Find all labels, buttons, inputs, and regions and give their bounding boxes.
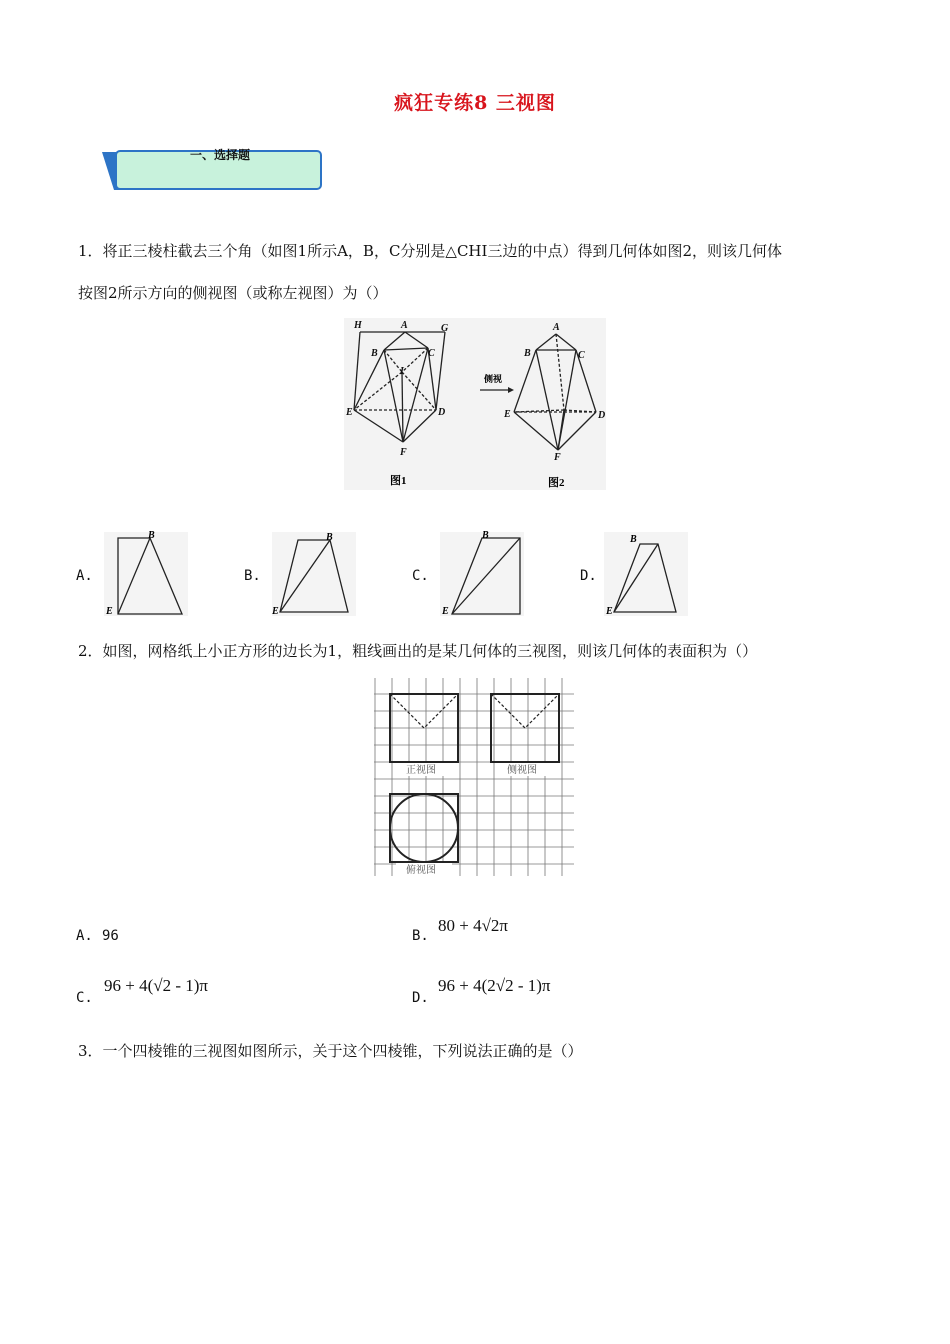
fig2-point-B: B: [524, 348, 531, 359]
opt-a-E: E: [106, 606, 113, 617]
section-label: 一、选择题: [190, 148, 251, 162]
fig1-point-E: E: [346, 407, 353, 418]
fig1-point-I: I: [400, 366, 404, 377]
q1-line1: 1．将正三棱柱截去三个角（如图1所示A，B，C分别是△CHI三边的中点）得到几何体如图2，则该几何体: [78, 242, 782, 260]
fig1-point-H: H: [354, 320, 362, 331]
q1-line2: 按图2所示方向的侧视图（或称左视图）为（）: [78, 284, 388, 302]
q1-option-a-label: A.: [76, 568, 93, 584]
fig1-point-G: G: [441, 323, 449, 334]
opt-b-B: B: [326, 532, 333, 543]
page-title: 疯狂专练8 三视图: [394, 92, 556, 114]
q2-option-b-value: 80 + 4√2π: [438, 916, 509, 935]
top-view: [390, 794, 458, 862]
q1-option-b-label: B.: [244, 568, 261, 584]
q1-option-b-figure: [268, 528, 358, 618]
fig2-point-D: D: [598, 410, 606, 421]
q2-option-c-value: 96 + 4(√2 - 1)π: [104, 976, 208, 995]
q2-option-a-label: A.: [76, 928, 93, 944]
opt-d-B: B: [630, 534, 637, 545]
q2-option-c-label: C.: [76, 990, 93, 1006]
fig2-caption: 图2: [548, 477, 565, 489]
fig2-point-C: C: [578, 350, 585, 361]
q2-option-a-value: 96: [102, 928, 119, 944]
fig2-point-F: F: [554, 452, 561, 463]
q1-option-a-figure: [100, 528, 190, 618]
fig1-point-B: B: [371, 348, 378, 359]
opt-d-E: E: [606, 606, 613, 617]
q3-text: 3．一个四棱锥的三视图如图所示，关于这个四棱锥，下列说法正确的是（）: [78, 1042, 583, 1060]
side-view-label: 侧视: [484, 374, 503, 384]
fig2-point-E: E: [504, 409, 511, 420]
top-caption: 俯视图: [406, 865, 436, 876]
fig2-point-A: A: [553, 322, 560, 333]
q1-option-d-figure: [600, 528, 690, 618]
q2-option-d-value: 96 + 4(2√2 - 1)π: [438, 976, 551, 995]
q1-option-d-label: D.: [580, 568, 597, 584]
q2-three-views: [374, 678, 574, 876]
opt-b-E: E: [272, 606, 279, 617]
opt-c-E: E: [442, 606, 449, 617]
grid-lines: [374, 678, 574, 876]
fig1-point-C: C: [428, 348, 435, 359]
opt-c-B: B: [482, 530, 489, 541]
q2-text: 2．如图，网格纸上小正方形的边长为1，粗线画出的是某几何体的三视图，则该几何体的表面积为（）: [78, 642, 758, 660]
q2-option-d-label: D.: [412, 990, 429, 1006]
front-caption: 正视图: [406, 765, 436, 776]
q1-option-c-label: C.: [412, 568, 429, 584]
fig1-point-F: F: [400, 447, 407, 458]
q2-option-b-label: B.: [412, 928, 429, 944]
fig1-point-A: A: [401, 320, 408, 331]
fig1-point-D: D: [438, 407, 446, 418]
opt-a-B: B: [148, 530, 155, 541]
side-caption: 侧视图: [507, 765, 537, 776]
q1-option-c-figure: [436, 528, 526, 618]
q1-figure: [340, 312, 610, 492]
fig1-caption: 图1: [390, 475, 407, 487]
